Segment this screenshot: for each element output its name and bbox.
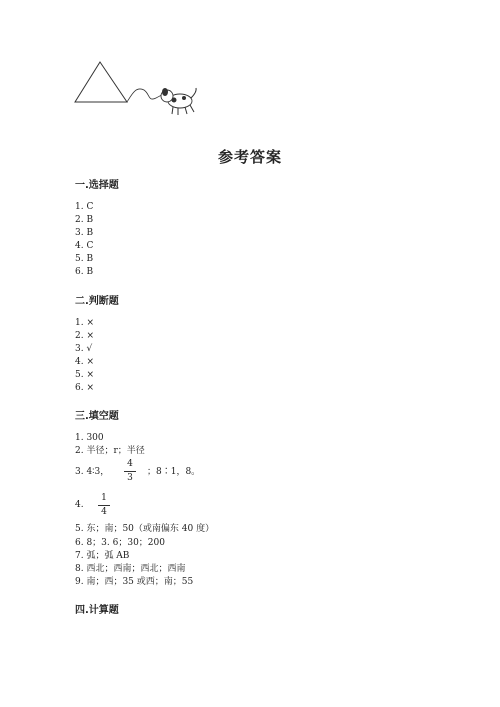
fraction-numerator: 4 bbox=[127, 459, 133, 469]
answer-item: 5. B bbox=[75, 254, 94, 264]
answer-item: 2. 半径；r；半径 bbox=[75, 446, 145, 456]
fraction-numerator: 1 bbox=[101, 493, 107, 503]
answer-item: 1. C bbox=[75, 202, 94, 212]
answer-item: 4. × bbox=[75, 357, 94, 367]
section-heading-calc: 四.计算题 bbox=[75, 605, 119, 616]
answer-item: 1. × bbox=[75, 318, 94, 328]
triangle-dog-figure bbox=[70, 56, 210, 126]
answer-item: 8. 西北；西南；西北；西南 bbox=[75, 564, 186, 574]
section-heading-choice: 一.选择题 bbox=[75, 180, 119, 191]
answer-item-3-prefix: 3. 4∶3， bbox=[75, 467, 110, 477]
answer-item-3-suffix: ；8∶1，8。 bbox=[147, 467, 201, 477]
answer-item: 1. 300 bbox=[75, 433, 104, 443]
answer-item: 4. C bbox=[75, 241, 94, 251]
answer-item: 7. 弧；弧 AB bbox=[75, 551, 130, 561]
answer-item: 5. × bbox=[75, 370, 94, 380]
triangle-shape bbox=[75, 62, 127, 102]
answer-item: 3. √ bbox=[75, 344, 93, 354]
answer-item: 6. B bbox=[75, 267, 94, 277]
answer-item: 9. 南；西；35 或西；南；55 bbox=[75, 577, 194, 587]
dog-icon bbox=[161, 88, 196, 115]
section-heading-judge: 二.判断题 bbox=[75, 296, 119, 307]
fraction-denominator: 4 bbox=[101, 507, 107, 517]
page-title: 参考答案 bbox=[217, 148, 282, 166]
answer-item-4-prefix: 4. bbox=[75, 500, 84, 510]
answer-item: 2. B bbox=[75, 215, 94, 225]
answer-item: 3. B bbox=[75, 228, 94, 238]
section-heading-fill: 三.填空题 bbox=[75, 411, 119, 422]
answer-item: 6. 8；3. 6；30；200 bbox=[75, 538, 165, 548]
answer-item: 5. 东；南；50（或南偏东 40 度） bbox=[75, 524, 215, 534]
answer-item: 6. × bbox=[75, 383, 94, 393]
answer-item: 2. × bbox=[75, 331, 94, 341]
fraction-one-quarter bbox=[98, 493, 110, 518]
string-line bbox=[127, 89, 166, 102]
fraction-denominator: 3 bbox=[127, 473, 133, 483]
fraction-four-thirds bbox=[124, 459, 136, 484]
